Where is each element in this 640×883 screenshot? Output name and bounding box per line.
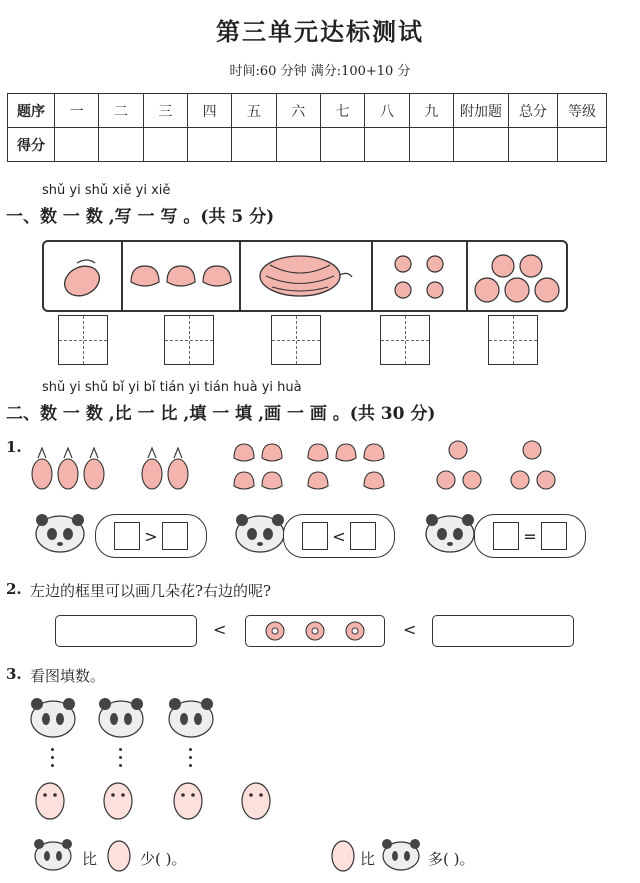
score-col-3: 三 xyxy=(143,94,187,128)
mango-cell xyxy=(44,242,123,310)
section1-pinyin: shǔ yi shǔ xiě yi xiě xyxy=(42,183,171,198)
peach-icon xyxy=(127,256,235,296)
q2-left-box[interactable] xyxy=(55,615,197,647)
page-subtitle: 时间:60 分钟 满分:100+10 分 xyxy=(229,64,411,79)
score-cell[interactable] xyxy=(232,128,276,162)
fill-left-bi: 比 xyxy=(82,850,98,868)
q2-right-box[interactable] xyxy=(432,615,574,647)
score-cell[interactable] xyxy=(143,128,187,162)
score-table-score-row xyxy=(8,128,607,162)
score-col-9: 九 xyxy=(409,94,453,128)
apple-group-icon xyxy=(432,436,572,496)
mango-icon xyxy=(57,251,107,301)
score-cell[interactable] xyxy=(509,128,558,162)
score-cell[interactable] xyxy=(55,128,99,162)
score-col-4: 四 xyxy=(187,94,231,128)
score-col-6: 六 xyxy=(276,94,320,128)
q3-number: 3. xyxy=(6,665,22,683)
score-table xyxy=(7,93,607,162)
score-table-header-row xyxy=(8,94,607,128)
compare-bubble-2 xyxy=(283,514,395,558)
score-col-5: 五 xyxy=(232,94,276,128)
score-table-row1-header: 题序 xyxy=(8,94,55,128)
compare-box-right-1[interactable] xyxy=(162,522,188,550)
flower-icon xyxy=(255,619,375,643)
q3-text: 看图填数。 xyxy=(30,667,106,685)
compare-box-left-1[interactable] xyxy=(114,522,140,550)
score-col-8: 八 xyxy=(365,94,409,128)
compare-bubble-1 xyxy=(95,514,207,558)
peach-group-icon xyxy=(228,436,398,496)
section2-pinyin: shǔ yi shǔ bǐ yi bǐ tián yi tián huà yi huà xyxy=(42,380,302,395)
score-cell[interactable] xyxy=(454,128,509,162)
answer-grid-5[interactable] xyxy=(488,315,538,365)
answer-grid-4[interactable] xyxy=(380,315,430,365)
chick-icon xyxy=(328,836,358,874)
page-title: 第三单元达标测试 xyxy=(216,17,424,46)
apple-large-icon xyxy=(469,246,565,306)
compare-symbol-2: < xyxy=(332,526,346,546)
fruit-picture-strip xyxy=(42,240,568,312)
section1-heading: 一、数 一 数 ,写 一 写 。(共 5 分) xyxy=(6,207,275,227)
score-cell[interactable] xyxy=(409,128,453,162)
score-col-2: 二 xyxy=(99,94,143,128)
compare-box-left-3[interactable] xyxy=(493,522,519,550)
q1-number: 1. xyxy=(6,438,22,456)
apple-small-icon xyxy=(389,248,449,304)
score-col-total: 总分 xyxy=(509,94,558,128)
panda-icon xyxy=(30,838,76,874)
compare-symbol-1: > xyxy=(144,526,158,546)
score-col-1: 一 xyxy=(55,94,99,128)
score-cell[interactable] xyxy=(276,128,320,162)
panda-row-icon xyxy=(28,695,268,745)
compare-bubble-3 xyxy=(474,514,586,558)
answer-grid-3[interactable] xyxy=(271,315,321,365)
panda-icon xyxy=(420,512,480,558)
fill-left-rest: 少( )。 xyxy=(140,850,187,868)
score-col-bonus: 附加题 xyxy=(454,94,509,128)
apple-large-cell xyxy=(468,242,566,310)
compare-symbol-3: = xyxy=(523,526,537,546)
watermelon-icon xyxy=(256,251,356,301)
fill-right-bi: 比 xyxy=(360,850,376,868)
panda-icon xyxy=(378,838,424,874)
q2-middle-box xyxy=(245,615,385,647)
fill-right-rest: 多( )。 xyxy=(428,850,475,868)
compare-box-right-2[interactable] xyxy=(350,522,376,550)
pineapple-icon xyxy=(26,442,206,494)
score-cell[interactable] xyxy=(99,128,143,162)
q2-text: 左边的框里可以画几朵花?右边的呢? xyxy=(30,582,272,600)
q2-lt-2: < xyxy=(403,620,417,639)
apple-small-cell xyxy=(373,242,468,310)
chick-row-icon xyxy=(30,775,280,825)
watermelon-cell xyxy=(241,242,373,310)
score-table-row2-header: 得分 xyxy=(8,128,55,162)
answer-grid-1[interactable] xyxy=(58,315,108,365)
score-cell[interactable] xyxy=(558,128,607,162)
answer-grid-2[interactable] xyxy=(164,315,214,365)
chick-icon xyxy=(104,836,134,874)
q2-number: 2. xyxy=(6,580,22,598)
section2-heading: 二、数 一 数 ,比 一 比 ,填 一 填 ,画 一 画 。(共 30 分) xyxy=(6,404,436,424)
score-col-grade: 等级 xyxy=(558,94,607,128)
panda-icon xyxy=(30,512,90,558)
peach-cell xyxy=(123,242,241,310)
score-cell[interactable] xyxy=(365,128,409,162)
q2-lt-1: < xyxy=(213,620,227,639)
score-cell[interactable] xyxy=(320,128,364,162)
score-col-7: 七 xyxy=(320,94,364,128)
panda-icon xyxy=(230,512,290,558)
score-cell[interactable] xyxy=(187,128,231,162)
compare-box-right-3[interactable] xyxy=(541,522,567,550)
compare-box-left-2[interactable] xyxy=(302,522,328,550)
